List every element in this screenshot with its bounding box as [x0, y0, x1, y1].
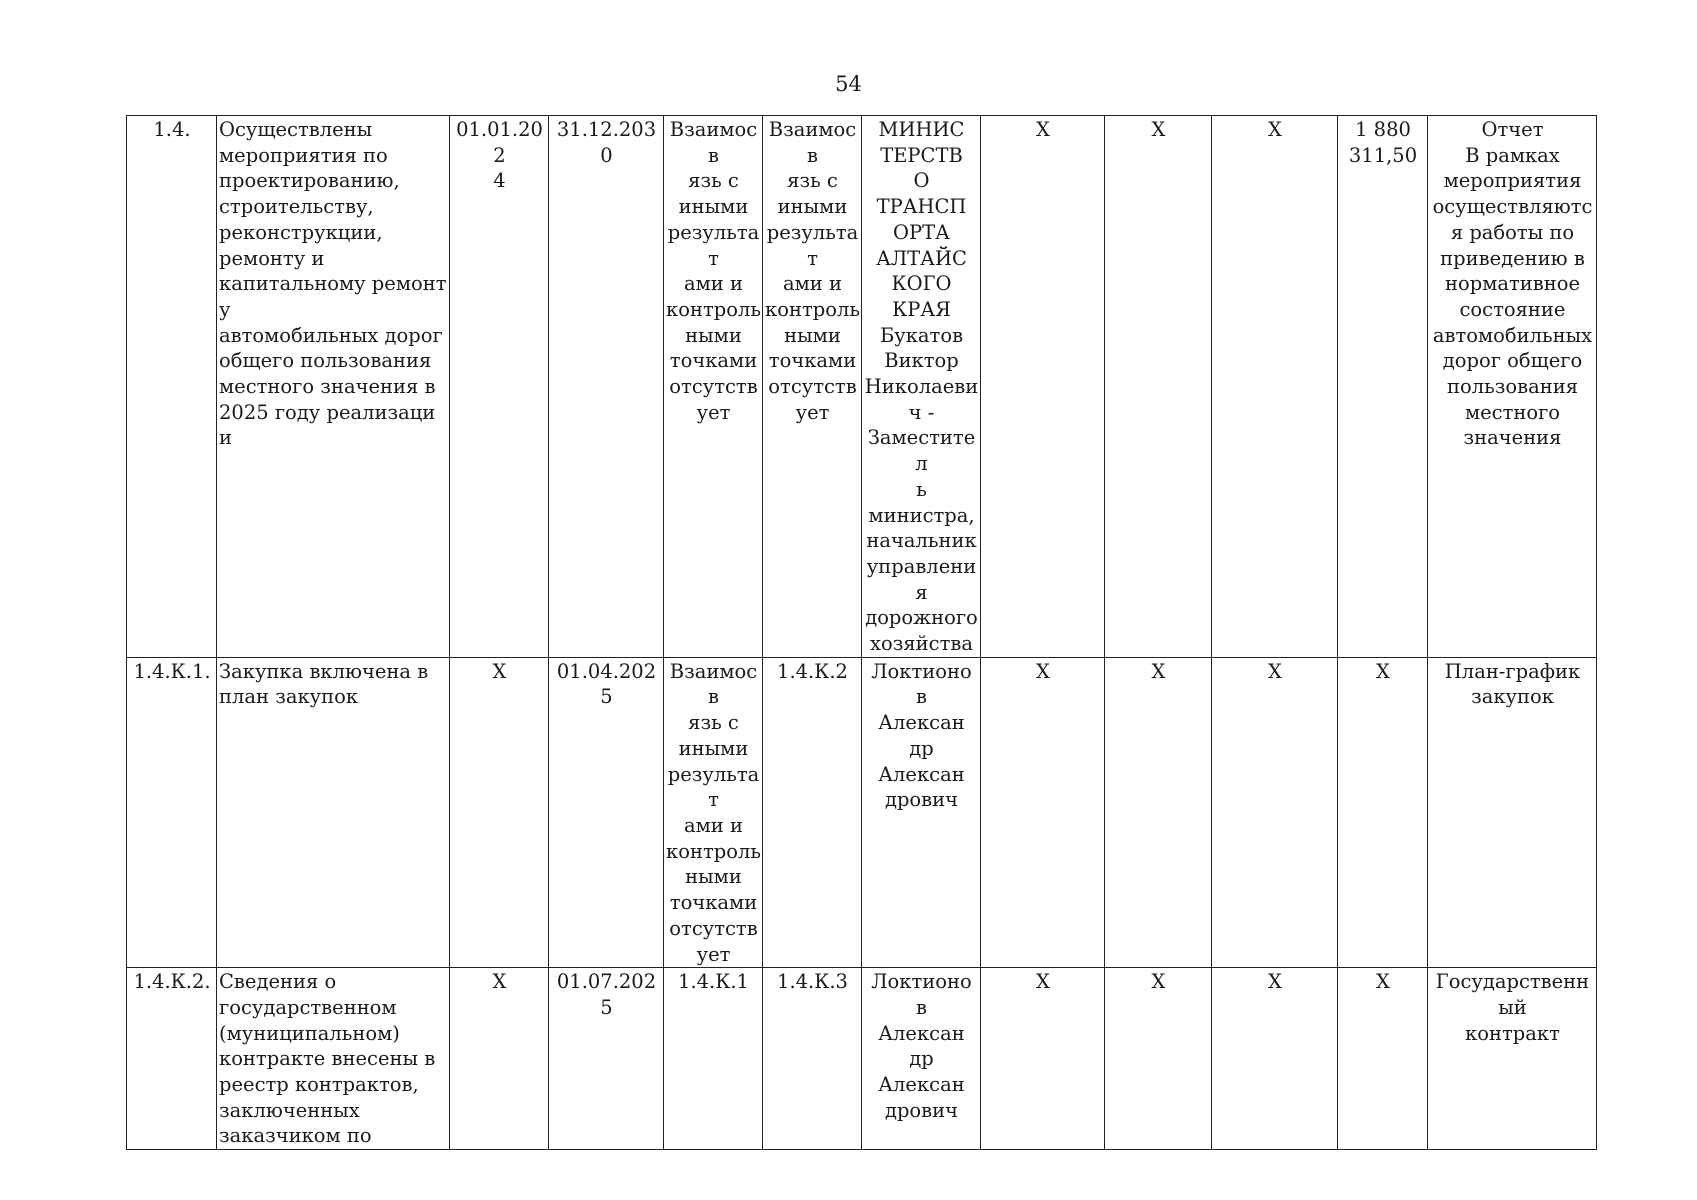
table-row: [127, 968, 1597, 1150]
responsible: Локтионо в Алексан др Алексан дрович: [862, 968, 981, 1150]
start-date: X: [450, 968, 549, 1150]
result-name: Сведения о государственном (муниципальном) контракте внесены в реестр контрактов, заключенных заказчиком по: [217, 968, 450, 1150]
amount: X: [1338, 657, 1428, 967]
x-cell: X: [1105, 968, 1212, 1150]
x-cell: X: [981, 657, 1105, 967]
document: Отчет В рамках мероприятия осуществляютс я работы по приведению в нормативное состояние автомобильных дорог общего пользования местного значения: [1428, 116, 1597, 658]
x-cell: X: [1212, 968, 1338, 1150]
start-date: X: [450, 657, 549, 967]
predecessor: Взаимосв язь с иными результат ами и контроль ными точками отсутств ует: [664, 657, 763, 967]
document: План-график закупок: [1428, 657, 1597, 967]
x-cell: X: [1105, 116, 1212, 658]
amount: 1 880 311,50: [1338, 116, 1428, 658]
result-name: Закупка включена в план закупок: [217, 657, 450, 967]
document: Государственный контракт: [1428, 968, 1597, 1150]
successor: Взаимосв язь с иными результат ами и контроль ными точками отсутств ует: [763, 116, 862, 658]
x-cell: X: [981, 116, 1105, 658]
end-date: 01.07.2025: [549, 968, 664, 1150]
x-cell: X: [981, 968, 1105, 1150]
successor: 1.4.К.3: [763, 968, 862, 1150]
x-cell: X: [1212, 657, 1338, 967]
x-cell: X: [1105, 657, 1212, 967]
end-date: 31.12.2030: [549, 116, 664, 658]
table-row: [127, 657, 1597, 967]
results-table: [126, 115, 1597, 1150]
predecessor: Взаимосв язь с иными результат ами и контроль ными точками отсутств ует: [664, 116, 763, 658]
end-date: 01.04.2025: [549, 657, 664, 967]
row-number: 1.4.К.2.: [127, 968, 217, 1150]
row-number: 1.4.: [127, 116, 217, 658]
page-number: 54: [835, 72, 862, 96]
responsible: МИНИС ТЕРСТВ О ТРАНСП ОРТА АЛТАЙС КОГО КРАЯ Букатов Виктор Николаеви ч - Заместител ь министра, начальник управлени я дорожного хозяйства: [862, 116, 981, 658]
result-name: Осуществлены мероприятия по проектированию, строительству, реконструкции, ремонту и капитальному ремонту автомобильных дорог общего пользования местного значения в 2025 году реализации: [217, 116, 450, 658]
start-date: 01.01.202 4: [450, 116, 549, 658]
successor: 1.4.К.2: [763, 657, 862, 967]
responsible: Локтионо в Алексан др Алексан дрович: [862, 657, 981, 967]
x-cell: X: [1212, 116, 1338, 658]
row-number: 1.4.К.1.: [127, 657, 217, 967]
predecessor: 1.4.К.1: [664, 968, 763, 1150]
table-row: [127, 116, 1597, 658]
amount: X: [1338, 968, 1428, 1150]
